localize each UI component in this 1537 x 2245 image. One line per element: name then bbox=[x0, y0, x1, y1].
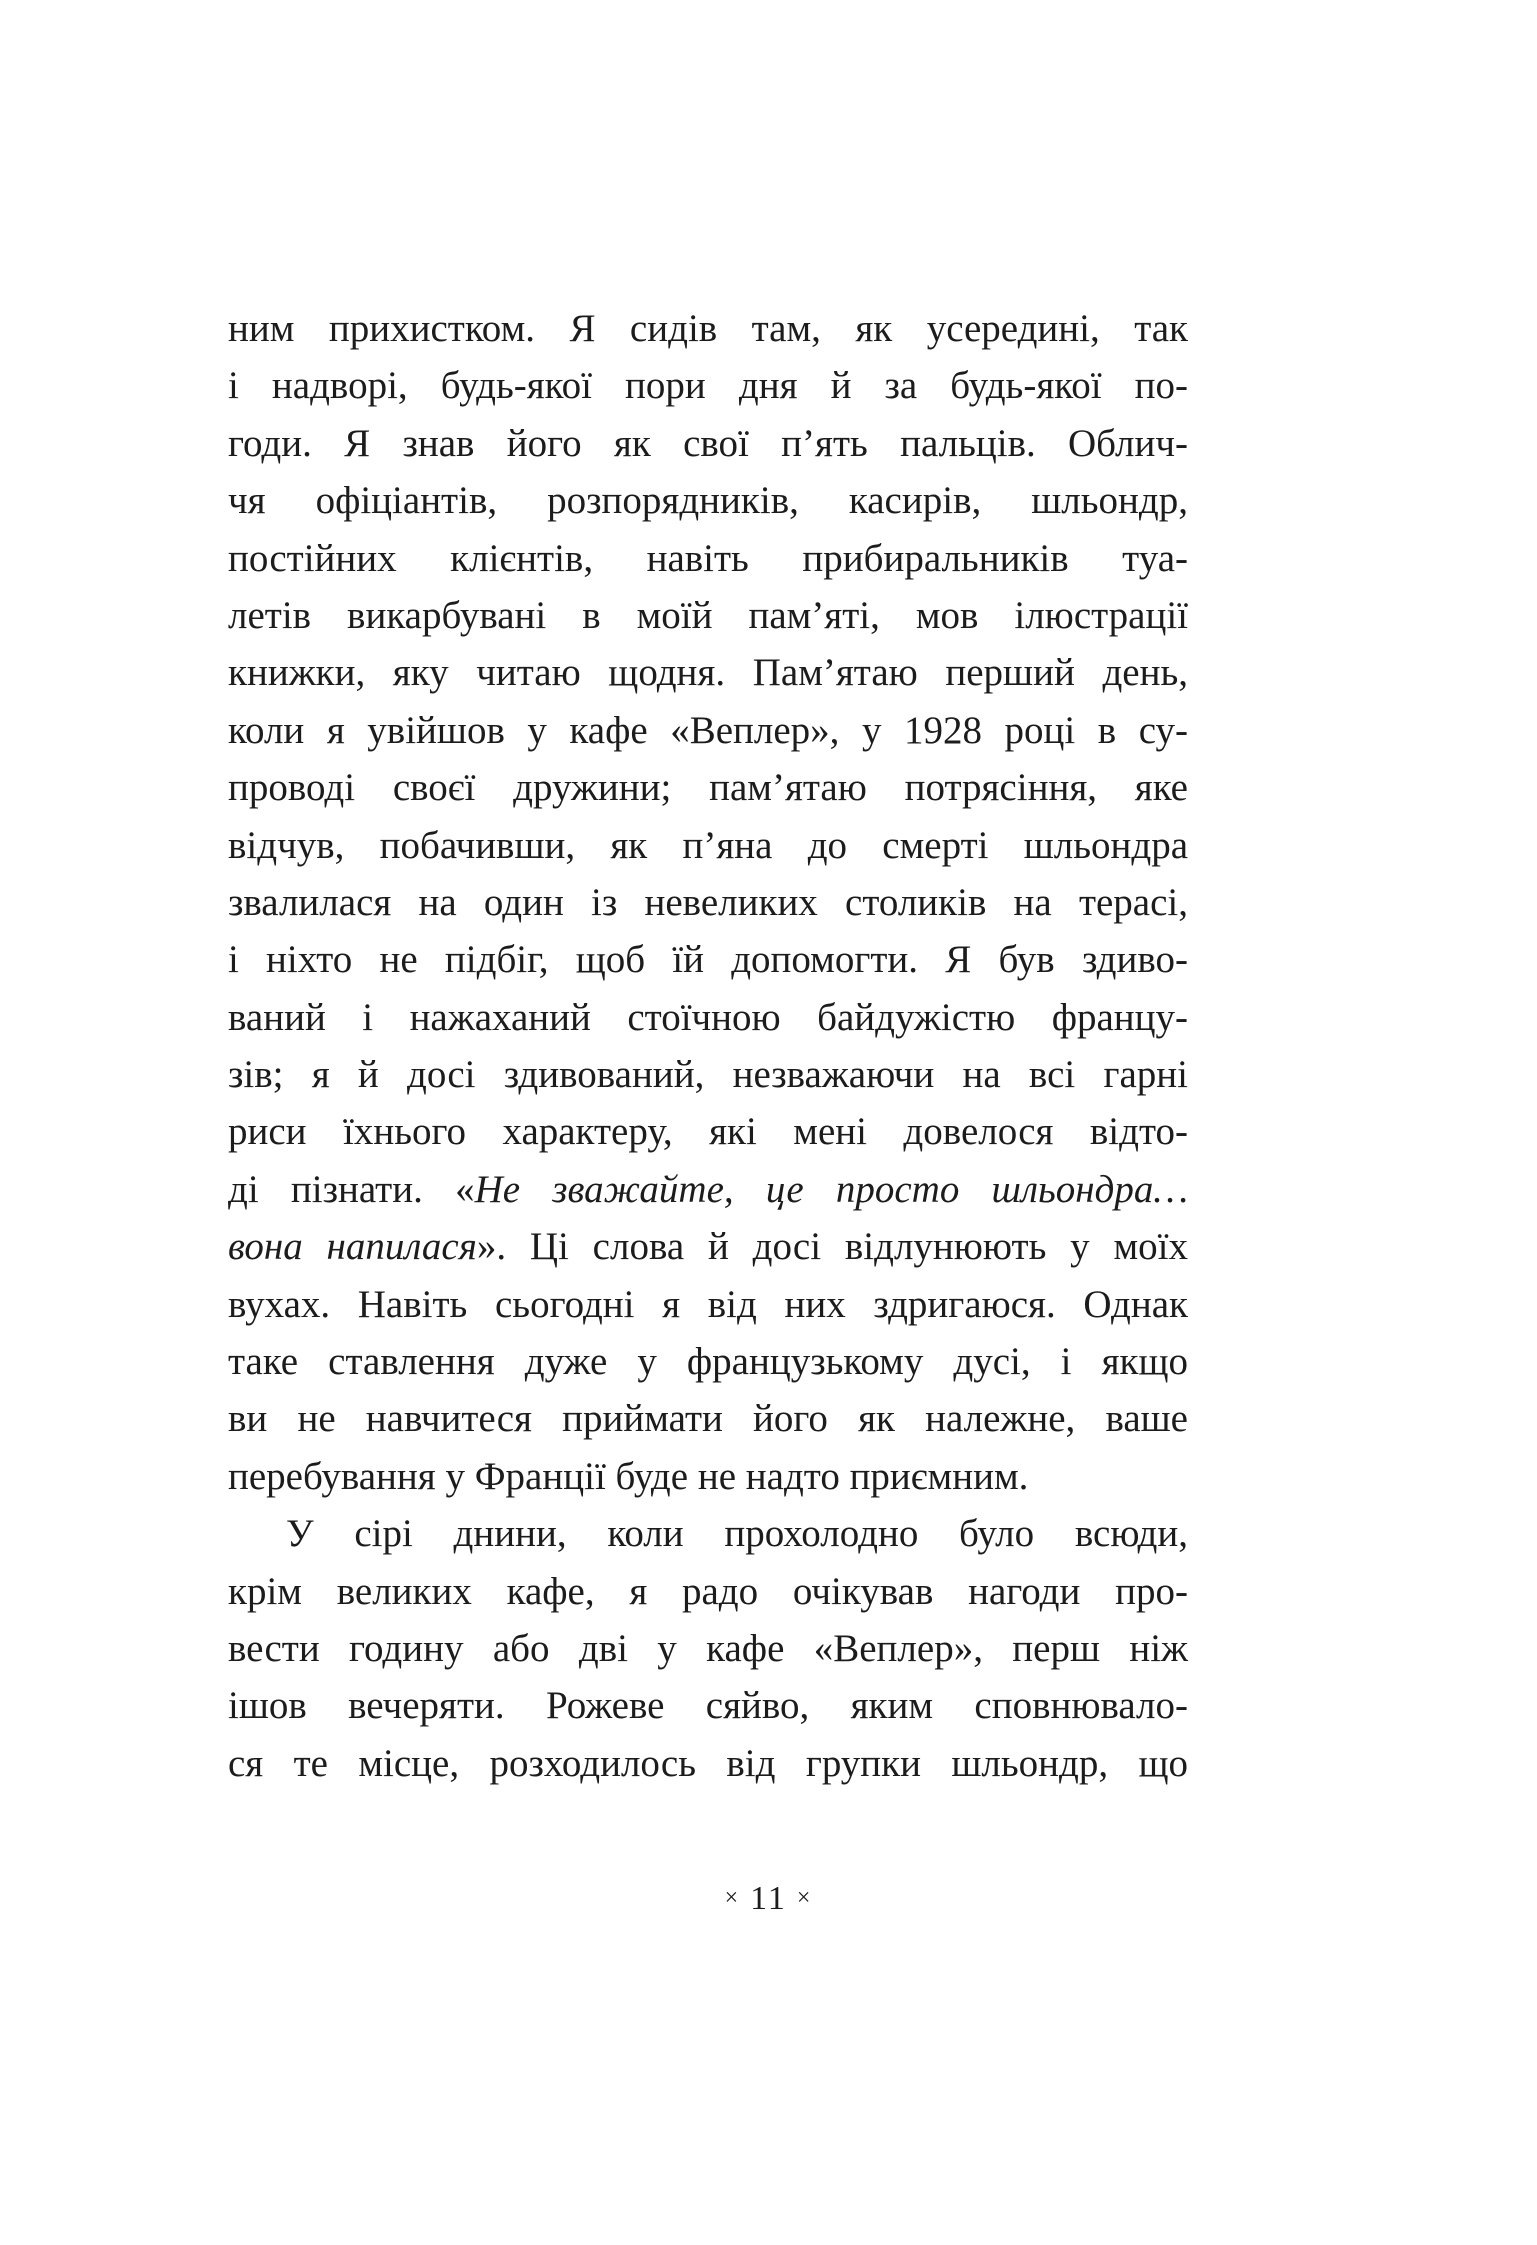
text-run: ». Ці слова й досі відлунюють у моїх bbox=[476, 1225, 1188, 1269]
text-line: вухах. Навіть сьогодні я від них здригаюся. Однак bbox=[228, 1282, 1188, 1326]
text-line: годи. Я знав його як свої п’ять пальців. Облич- bbox=[228, 421, 1188, 465]
text-line: і надворі, будь-якої пори дня й за будь-якої по- bbox=[228, 364, 1188, 408]
italic-quote: вона напилася bbox=[228, 1225, 477, 1269]
text-line: ви не навчитеся приймати його як належне, ваше bbox=[228, 1397, 1188, 1441]
page-number bbox=[0, 1880, 1537, 1918]
text-line: летів викарбувані в моїй пам’яті, мов ілюстрації bbox=[228, 593, 1188, 637]
folio-ornament-left: × bbox=[724, 1885, 741, 1911]
text-line: коли я увійшов у кафе «Веплер», у 1928 році в су- bbox=[228, 708, 1188, 752]
text-line: проводі своєї дружини; пам’ятаю потрясіння, яке bbox=[228, 766, 1188, 810]
text-run: ді пізнати. « bbox=[228, 1167, 475, 1211]
text-line: ваний і нажаханий стоїчною байдужістю францу- bbox=[228, 995, 1188, 1039]
text-line bbox=[228, 1161, 1188, 1218]
text-line: книжки, яку читаю щодня. Пам’ятаю перший день, bbox=[228, 651, 1188, 695]
folio-ornament-right: × bbox=[796, 1885, 813, 1911]
page-number-value: 11 bbox=[750, 1880, 787, 1917]
text-line: зів; я й досі здивований, незважаючи на всі гарні bbox=[228, 1053, 1188, 1097]
text-line: вести годину або дві у кафе «Веплер», перш ніж bbox=[228, 1626, 1188, 1670]
page-body-text bbox=[228, 300, 1188, 1792]
text-line: і ніхто не підбіг, щоб їй допомогти. Я був здиво- bbox=[228, 938, 1188, 982]
text-line: У сірі днини, коли прохолодно було всюди, bbox=[286, 1512, 1188, 1556]
text-line: чя офіціантів, розпорядників, касирів, шльондр, bbox=[228, 479, 1188, 523]
text-line: постійних клієнтів, навіть прибиральників туа- bbox=[228, 536, 1188, 580]
italic-quote: Не зважайте, це просто шльондра… bbox=[474, 1167, 1188, 1211]
text-line: ішов вечеряти. Рожеве сяйво, яким сповнювало- bbox=[228, 1684, 1188, 1728]
text-line: звалилася на один із невеликих столиків на терасі, bbox=[228, 880, 1188, 924]
text-line: крім великих кафе, я радо очікував нагоди про- bbox=[228, 1569, 1188, 1613]
text-line: риси їхнього характеру, які мені довелося відто- bbox=[228, 1110, 1188, 1154]
text-line: ся те місце, розходилось від групки шльондр, що bbox=[228, 1741, 1188, 1785]
text-line: ним прихистком. Я сидів там, як усередині, так bbox=[228, 307, 1188, 350]
text-line: перебування у Франції буде не надто приємним. bbox=[228, 1454, 1029, 1498]
text-line: таке ставлення дуже у французькому дусі, і якщо bbox=[228, 1340, 1188, 1384]
text-line: відчув, побачивши, як п’яна до смерті шльондра bbox=[228, 823, 1188, 867]
text-line bbox=[228, 1218, 1188, 1275]
